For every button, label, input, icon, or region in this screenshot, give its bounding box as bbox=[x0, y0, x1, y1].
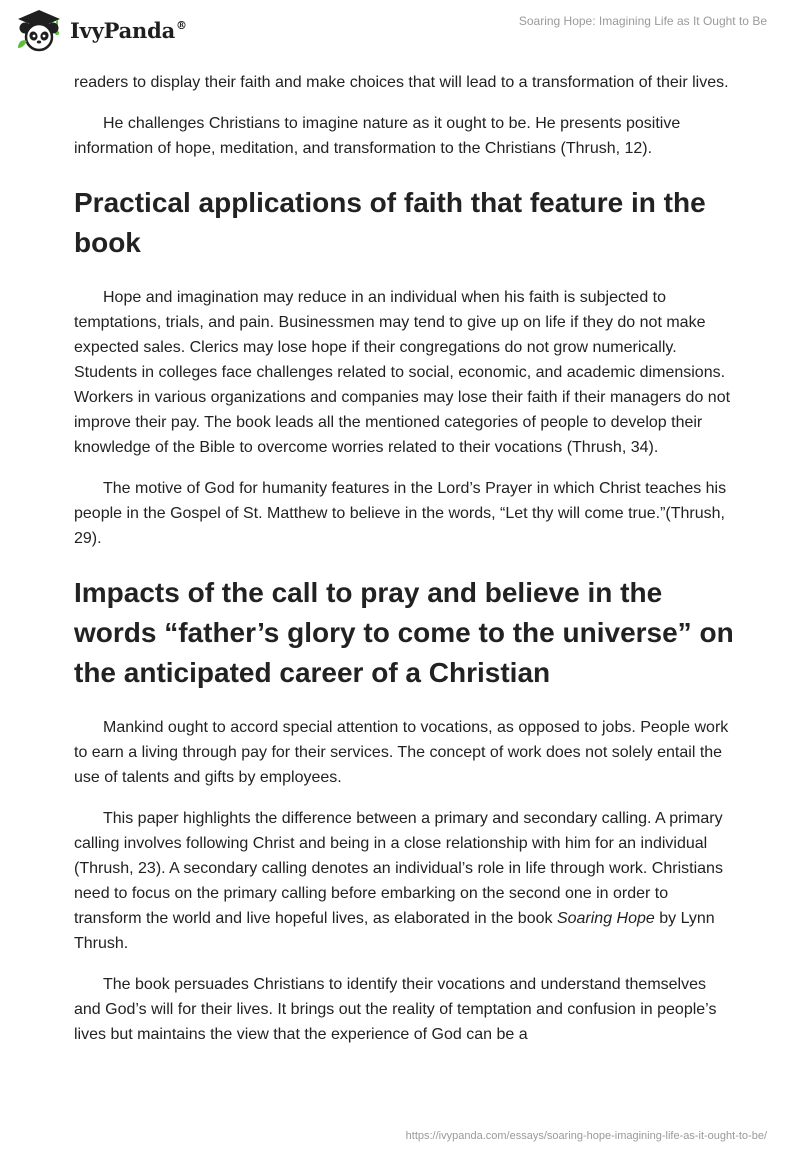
registered-mark: ® bbox=[176, 18, 187, 32]
panda-graduate-icon bbox=[14, 8, 64, 52]
source-url[interactable]: https://ivypanda.com/essays/soaring-hope-imagining-life-as-it-ought-to-be/ bbox=[405, 1130, 767, 1142]
section-heading: Practical applications of faith that feature in the book bbox=[74, 187, 706, 258]
brand-name: IvyPanda® bbox=[70, 17, 187, 43]
paragraph: readers to display their faith and make choices that will lead to a transformation of their lives. bbox=[74, 74, 729, 91]
ivypanda-logo[interactable] bbox=[14, 8, 187, 52]
paragraph: Mankind ought to accord special attention to vocations, as opposed to jobs. People work to earn a living through pay for their services. The concept of work does not solely entail the use of talents and gifts by employees. bbox=[74, 719, 729, 786]
paragraph bbox=[74, 806, 734, 956]
page-header bbox=[0, 0, 800, 60]
section-heading: Impacts of the call to pray and believe in the words “father’s glory to come to the universe” on the anticipated career of a Christian bbox=[74, 577, 734, 688]
book-title: Soaring Hope bbox=[556, 910, 655, 927]
paragraph-text: This paper highlights the difference between a primary and secondary calling. A primary calling involves following Christ and being in a close relationship with him for an individual (Thrush, 23). A secondary calling denotes an individual’s role in life through work. Christians need to focus on the primary calling before embarking on the second one in order to transform the world and live hopeful lives, as elaborated in the book bbox=[74, 810, 723, 927]
paragraph: The motive of God for humanity features in the Lord’s Prayer in which Christ teaches his people in the Gospel of St. Matthew to believe in the words, “Let thy will come true.”(Thrush, 29). bbox=[74, 480, 727, 547]
paragraph-text: by Lynn Thrush. bbox=[74, 910, 715, 952]
essay-body bbox=[74, 70, 734, 1063]
document-title: Soaring Hope: Imagining Life as It Ought to Be bbox=[518, 14, 767, 28]
paragraph: He challenges Christians to imagine nature as it ought to be. He presents positive information of hope, meditation, and transformation to the Christians (Thrush, 12). bbox=[74, 115, 681, 157]
paragraph: Hope and imagination may reduce in an individual when his faith is subjected to temptations, trials, and pain. Businessmen may tend to give up on life if they do not make expected sales. Clerics may lose hope if their congregations do not grow numerically. Students in colleges face challenges related to social, economic, and academic dimensions. Workers in various organizations and companies may lose their faith if their managers do not improve their pay. The book leads all the mentioned categories of people to develop their knowledge of the Bible to overcome worries related to their vocations (Thrush, 34). bbox=[74, 289, 731, 456]
paragraph: The book persuades Christians to identify their vocations and understand themselves and God’s will for their lives. It brings out the reality of temptation and confusion in people’s lives but maintains the view that the experience of God can be a bbox=[74, 976, 717, 1043]
